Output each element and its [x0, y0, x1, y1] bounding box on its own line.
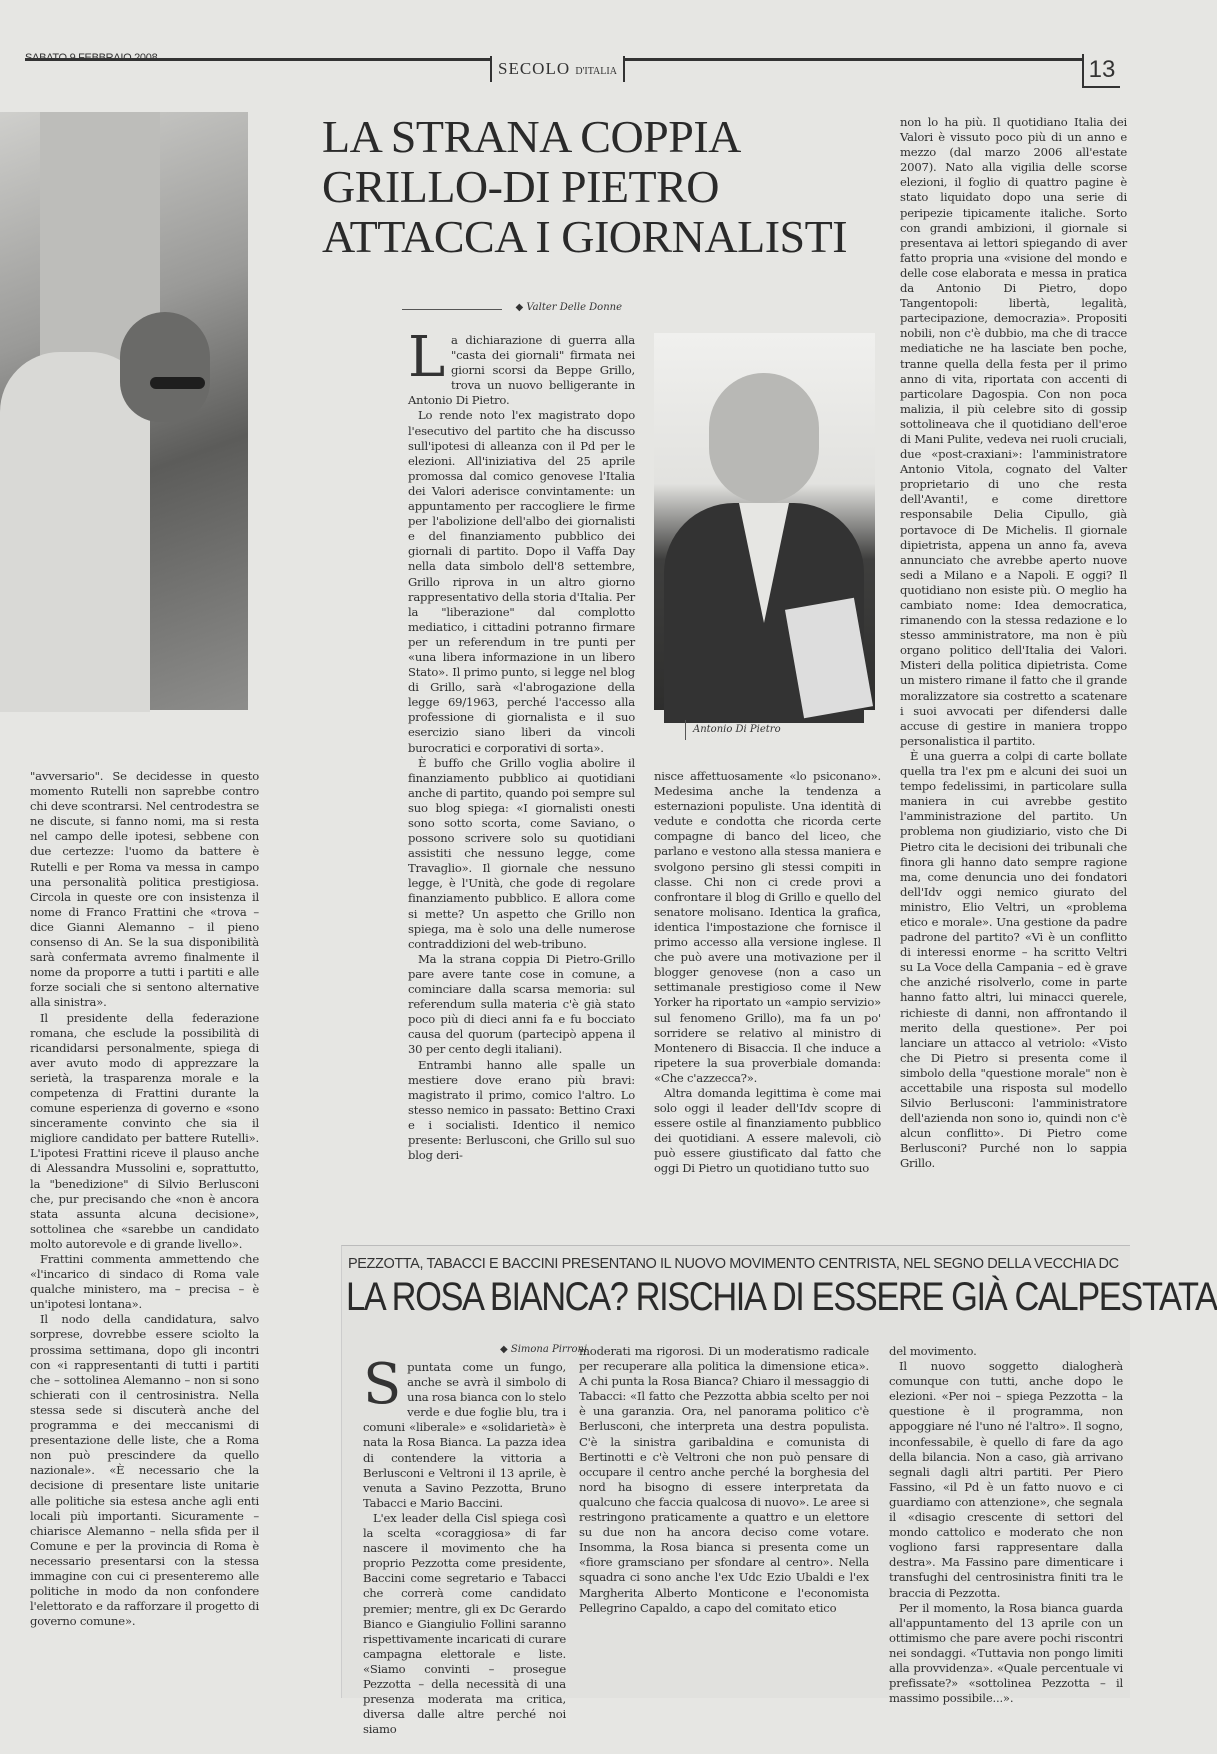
paragraph: del movimento.: [889, 1344, 977, 1358]
paragraph: nisce affettuosamente «lo psiconano». Medesima anche la tendenza a esternazioni populiste. Una identità di vedute e condotta che ricorda certe compagne di banco del liceo, che parlano e vestono alla stessa maniera e svolgono persino gli stessi compiti in classe. Chi non ci crede provi a confrontare il blog di Grillo e quello del senatore molisano. Identica la grafica, identica l'impostazione che fornisce il primo accesso alla versione inglese. Il che può avere una motivazione per il blogger genovese (non a caso un settimanale prestigioso come il New Yorker ha riportato un «ampio servizio» sul fenomeno Grillo), ma fa un po' sorridere se relativo al ministro di Montenero di Bisaccia. Il che induce a ripetere la sua proverbiale domanda: «Che c'azzecca?».: [654, 769, 881, 1085]
paragraph: L'ex leader della Cisl spiega così la scelta «coraggiosa» di far nascere il movimento che ha proprio Pezzotta come presidente, Baccini come segretario e Tabacci che correrà come candidato premier; mentre, gli ex Dc Gerardo Bianco e Giangiulio Follini saranno rispettivamente incaricati di curare campagna elettorale e liste. «Siamo convinti – prosegue Pezzotta – della necessità di una presenza moderata ma critica, diversa dalle altre perché noi siamo: [363, 1510, 566, 1737]
paragraph: moderati ma rigorosi. Di un moderatismo radicale per recuperare alla politica la dimensione etica». A chi punta la Rosa Bianca? Chiaro il messaggio di Tabacci: «Il fatto che Pezzotta abbia scelto per noi è una garanzia. Ora, nel panorama politico c'è Berlusconi, che interpreta una destra populista. C'è la sinistra garibaldina e comunista di Bertinotti e c'è Veltroni che non può pensare di occupare il centro anche perché la borghesia del nord ha bisogno di essere interpretata da qualcuno che faccia qualcosa di nuovo». Le aree si restringono praticamente a quattro e un elettore su due non ha ancora deciso come votare. Insomma, la Rosa bianca si presenta come un «fiore gramsciano per sfondare al centro». Nella squadra ci sono anche l'ex Udc Ezio Ubaldi e l'ex Margherita Alberto Monticone e l'economista Pellegrino Capaldo, a capo del comitato etico: [579, 1344, 869, 1615]
lower-article-byline: ◆ Simona Pirroni: [500, 1344, 588, 1355]
main-article-column-2: [654, 769, 881, 1175]
drop-cap: S: [363, 1352, 402, 1417]
photo-caption: Antonio Di Pietro: [693, 724, 781, 735]
paragraph: Frattini commenta ammettendo che «l'incarico di sindaco di Roma vale qualche ministero, ma – precisa – è un'ipotesi lontana».: [30, 1252, 259, 1312]
drop-cap: L: [408, 325, 445, 390]
paragraph: Il presidente della federazione romana, che esclude la possibilità di ricandidarsi personalmente, spiega di aver avuto modo di apprezzare la serietà, la trasparenza morale e la competenza di Frattini durante la comune esperienza di governo e «sono sinceramente convinto che sia il migliore candidato per battere Rutelli». L'ipotesi Frattini riceve il plauso anche di Alessandra Mussolini e, soprattutto, la "benedizione" di Silvio Berlusconi che, pur precisando che «non è ancora stata assunta alcuna decisione», sottolinea che «sarebbe un candidato molto autorevole e di grande livello».: [30, 1010, 259, 1251]
paragraph: È buffo che Grillo voglia abolire il finanziamento pubblico ai quotidiani anche di partito, quando poi sempre sul suo blog spiega: «I giornalisti onesti sono sotto scorta, come Saviano, o possono scrivere solo su quotidiani assistiti che nessuno legge, come Travaglio». Il giornale che nessuno legge, è l'Unità, che gode di regolare finanziamento pubblico. E allora come si mette? Un aspetto che Grillo non spiega, ma è solo una delle numerose contraddizioni del web-tribuno.: [408, 755, 635, 951]
paragraph: Entrambi hanno alle spalle un mestiere dove erano più bravi: magistrato il primo, comico l'altro. Lo stesso nemico in passato: Bettino Craxi e i socialisti. Identico il nemico presente: Berlusconi, che Grillo sul suo blog deri-: [408, 1057, 635, 1163]
paragraph: È una guerra a colpi di carte bollate quella tra l'ex pm e alcuni dei suoi un tempo fedelissimi, in particolare sulla maniera in cui avrebbe gestito l'amministrazione del partito. Un problema non giudiziario, visto che Di Pietro cita le decisioni dei tribunali che finora gli hanno dato sempre ragione ma, come denuncia uno dei fondatori dell'Idv oggi nemico giurato del ministro, Elio Veltri, un «problema etico e morale». Una gestione da padre padrone del partito? «Vi è un conflitto di interessi enorme – ha scritto Veltri su La Voce della Campania – ed è grave che anziché risolverlo, come in parte hanno fatto altri, lui minacci querele, richieste di danni, non affrontando il merito della questione». Per poi lanciare un attacco al vetriolo: «Visto che Di Pietro si presenta come il simbolo della "questione morale" non è accettabile una risposta sul modello Silvio Berlusconi: l'amministratore dell'azienda non sono io, quindi non c'è alcun conflitto». Di Pietro come Berlusconi? Purché non lo sappia Grillo.: [900, 748, 1127, 1171]
paragraph: Lo rende noto l'ex magistrato dopo l'esecutivo del partito che ha discusso sull'ipotesi di alleanza con il Pd per le elezioni. All'iniziativa del 25 aprile promossa dal comico genovese l'Italia dei Valori aderisce convintamente: un appuntamento per raccogliere le firme per l'abolizione dell'albo dei giornalisti e del finanziamento pubblico dei giornali di partito. Dopo il Vaffa Day nella data simbolo dell'8 settembre, Grillo riprova in un altro giorno rappresentativo della storia d'Italia. Per la "liberazione" dal complotto mediatico, i cittadini potranno firmare per un referendum in tre punti per «una libera informazione in un libero Stato». Il primo punto, si legge nel blog di Grillo, sarà «l'abrogazione della legge 69/1963, perché l'accesso alla professione di giornalista e il suo esercizio siano liberi da vincoli burocratici e corporativi di sorta».: [408, 408, 635, 755]
lower-article-column-1: [363, 1352, 566, 1737]
byline: ◆ Valter Delle Donne: [402, 302, 622, 313]
headline-line: ATTACCA I GIORNALISTI: [322, 211, 848, 262]
paragraph: Ma la strana coppia Di Pietro-Grillo pare avere tante cose in comune, a cominciare dalla scarsa memoria: sul referendum sulla materia c'è già stato poco più di dieci anni fa e fu bocciato causa del quorum (partecipò appena il 30 per cento degli italiani).: [408, 951, 635, 1057]
paragraph: puntata come un fungo, anche se avrà il simbolo di una rosa bianca con lo stelo verde e due foglie blu, tra i comuni «liberale» e «solidarietà» è nata la Rosa Bianca. La pazza idea di contendere la vittoria a Berlusconi e Veltroni il 13 aprile, è venuta a Savino Pezzotta, Bruno Tabacci e Mario Baccini.: [363, 1360, 566, 1510]
lower-article-column-3: [889, 1344, 1123, 1706]
photo-street-scene: [0, 112, 248, 710]
paragraph: "avversario". Se decidesse in questo momento Rutelli non saprebbe contro chi deve scontrarsi. Nel centrodestra se ne discute, si fanno nomi, ma si resta nel campo delle ipotesi, sebbene con due certezze: l'uomo da battere è Rutelli e per Roma va messa in campo una personalità politica prestigiosa. Circola in queste ore con insistenza il nome di Franco Frattini che «trova – dice Gianni Alemanno – il pieno consenso di An. Se la sua disponibilità sarà confermata avremo finalmente il nome da proporre a tutti i partiti e alle forze sociali che si sentono alternative alla sinistra».: [30, 769, 259, 1010]
paragraph: Per il momento, la Rosa bianca guarda all'appuntamento del 13 aprile con un ottimismo che pare avere pochi riscontri nei sondaggi. «Tuttavia non pongo limiti alla provvidenza». «Quale percentuale vi prefissate?» «sottolinea Pezzotta – il massimo possibile...».: [889, 1600, 1123, 1706]
lower-article-headline: LA ROSA BIANCA? RISCHIA DI ESSERE GIÀ CALPESTATA: [346, 1275, 1217, 1319]
byline-author: Simona Pirroni: [510, 1344, 588, 1355]
paragraph: non lo ha più. Il quotidiano Italia dei Valori è vissuto poco più di un anno e mezzo (dal marzo 2006 all'estate 2007). Nato alla vigilia delle scorse elezioni, il foglio di quattro pagine è stato liquidato dopo una serie di peripezie tipicamente italiche. Sorto con grandi ambizioni, il giornale si presentava ai lettori spiegando di aver fatto propria una «visione del mondo e delle cose elaborata e messa in pratica da Antonio Di Pietro, dopo Tangentopoli: libertà, legalità, partecipazione, democrazia». Propositi nobili, non c'è dubbio, ma che di tracce mediatiche ne ha lasciate ben poche, tranne quella della festa per il primo anno di vita, riportata con accenti di particolare Dagospia. Con non poca malizia, il più celebre sito di gossip sottolineava che il quotidiano dell'eroe di Mani Pulite, vedeva nei ruoli cruciali, due «post-craxiani»: l'amministratore Antonio Vitola, cognato del Valter proprietario di uno che resta dell'Avanti!, e come direttore responsabile Delia Cipullo, già portavoce di De Michelis. Il giornale dipietrista, appena un anno fa, aveva annunciato che avrebbe aperto nuove sedi a Milano e a Napoli. E oggi? Il quotidiano non esiste più. O meglio ha cambiato nome: Idea democratica, rimanendo con la stessa redazione e lo stesso amministratore, ma non è più organo politico dell'Italia dei Valori. Misteri della politica dipietrista. Come un mistero rimane il fatto che il grande moralizzatore sia costretto a scatenare i suoi avvocati per difendersi dalle accuse di gestire in maniera troppo personalistica il partito.: [900, 115, 1128, 748]
issue-date: SABATO 9 FEBBRAIO 2008: [25, 52, 158, 64]
paragraph: Il nodo della candidatura, salvo sorprese, dovrebbe essere sciolto la prossima settimana, dopo gli incontri con «i rappresentanti di tutti i partiti che – sottolinea Alemanno – non si sono schierati con il centrosinistra. Nella stessa sede si discuterà anche del programma e dei meccanismi di presentazione delle liste, che a Roma non può prescindere da quello nazionale». «È necessario che la decisione di presentare liste unitarie alle politiche sia estesa anche agli enti locali più importanti. Sicuramente – chiarisce Alemanno – nella sfida per il Comune e per la provincia di Roma è necessario presentarsi con la stessa immagine con cui ci presenteremo alle politiche in modo da non confondere l'elettorato e da rafforzare il progetto di governo comune».: [30, 1312, 259, 1629]
paragraph: a dichiarazione di guerra alla "casta dei giornali" firmata nei giorni scorsi da Beppe Grillo, trova un nuovo belligerante in Antonio Di Pietro.: [408, 333, 635, 408]
photo-antonio-di-pietro: [654, 333, 875, 710]
byline-author: Valter Delle Donne: [526, 302, 622, 313]
masthead-subtitle: D'ITALIA: [575, 66, 617, 77]
lower-article-column-2: [579, 1344, 869, 1690]
paragraph: Altra domanda legittima è come mai solo oggi il leader dell'Idv scopre di essere ostile al finanziamento pubblico dei quotidiani. A essere malevoli, ciò può essere giustificato dal fatto che oggi Di Pietro un quotidiano tutto suo: [654, 1085, 881, 1176]
main-headline: [322, 112, 847, 262]
left-article-column: [30, 769, 259, 1691]
main-article-column-3: [900, 115, 1127, 1175]
main-article-column-1: [408, 325, 635, 1175]
page-number: 13: [1082, 54, 1120, 88]
paragraph: Il nuovo soggetto dialogherà comunque con tutti, anche dopo le elezioni. «Per noi – spiega Pezzotta – la questione è il programma, non appoggiare né l'uno né l'altro». Il sogno, inconfessabile, è quello di fare da ago della bilancia. Non a caso, già arrivano segnali dagli altri partiti. Per Piero Fassino, «il Pd è un fatto nuovo e ci guardiamo con attenzione», che segnala il «disagio crescente di settori del mondo cattolico e moderato che non vogliono farsi rappresentare dalla destra». Ma Fassino pare dimenticare i transfughi del centrosinistra finiti tra le braccia di Pezzotta.: [889, 1359, 1123, 1600]
masthead-title: SECOLO: [498, 59, 571, 78]
lower-article-kicker: PEZZOTTA, TABACCI E BACCINI PRESENTANO IL NUOVO MOVIMENTO CENTRISTA, NEL SEGNO DELLA VECCHIA DC: [348, 1256, 1119, 1272]
headline-line: LA STRANA COPPIA: [322, 111, 741, 162]
masthead: [490, 56, 625, 82]
headline-line: GRILLO-DI PIETRO: [322, 161, 719, 212]
